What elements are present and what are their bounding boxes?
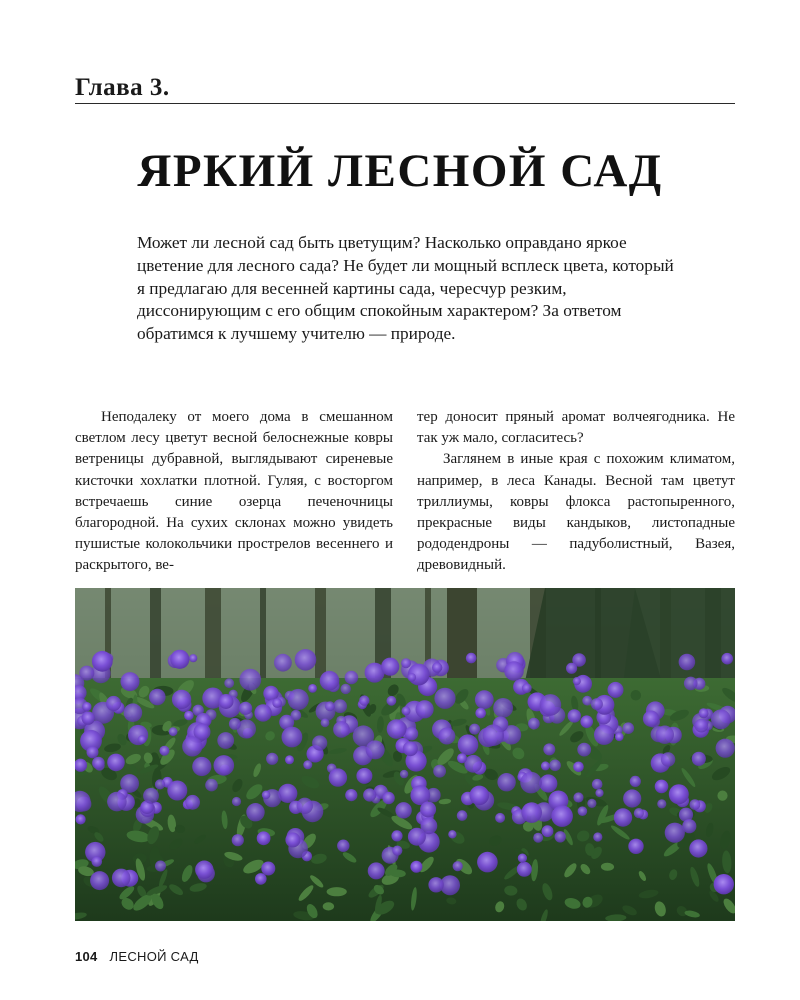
blossom [483, 724, 505, 746]
blossom [408, 828, 426, 846]
blossom [285, 832, 300, 847]
blossom [138, 735, 147, 744]
blossom [410, 861, 422, 873]
leaf [327, 887, 347, 896]
blossom [82, 702, 91, 711]
body-paragraph: Заглянем в иные края с похожим климатом, например, в леса Канады. Весной там цветут триллиумы, ковры флокса растопыренного, прекрасные виды кандыков, листопадные рододендроны — падуболистный, Вазея, древовидный. [417, 451, 735, 574]
blossom [107, 792, 127, 812]
blossom [155, 861, 166, 872]
blossom [345, 671, 359, 685]
blossom [448, 830, 456, 838]
blossom [224, 678, 234, 688]
blossom [262, 791, 271, 800]
blossom [469, 724, 480, 735]
blossom [363, 788, 376, 801]
blossom [573, 792, 583, 802]
blossom [333, 721, 350, 738]
blossom [477, 852, 498, 873]
blossom [255, 873, 267, 885]
blossom [541, 761, 550, 770]
blossom [661, 752, 675, 766]
blossom [522, 683, 532, 693]
blossom [721, 653, 733, 665]
blossom [684, 677, 698, 691]
blossom [246, 803, 264, 821]
blossom [185, 795, 200, 810]
blossom [217, 732, 234, 749]
blossom [124, 703, 143, 722]
blossom [337, 840, 349, 852]
blossom [438, 728, 455, 745]
blossom [458, 734, 479, 755]
blossom [254, 704, 271, 721]
blossom [679, 654, 696, 671]
blossom [714, 874, 734, 894]
blossom [695, 719, 709, 733]
blossom [630, 776, 641, 787]
blossom [325, 701, 335, 711]
blossom [400, 770, 408, 778]
blossom [591, 698, 603, 710]
blossom [282, 727, 303, 748]
blossom [205, 779, 218, 792]
blossom [79, 666, 94, 681]
blossom [368, 862, 385, 879]
blossom [214, 755, 235, 776]
blossom [495, 813, 505, 823]
blossom [416, 700, 434, 718]
blossom [457, 810, 468, 821]
body-column-left [75, 407, 393, 577]
blossom [232, 797, 241, 806]
blossom [387, 719, 407, 739]
blossom [433, 765, 446, 778]
leaf [323, 902, 334, 910]
blossom [274, 654, 292, 672]
running-title: ЛЕСНОЙ САД [109, 949, 199, 964]
lead-paragraph: Может ли лесной сад быть цветущим? Насколько оправдано яркое цветение для лесного сада? Не будет ли мощный всплеск цвета, который я предлагаю для весенней картины сада, чересчур резким, диссонирующим с его общим спокойным характером? За ответом обратимся к лучшему учителю — природе. [137, 233, 674, 344]
blossom [308, 684, 317, 693]
blossom [623, 789, 641, 807]
blossom [428, 877, 443, 892]
blossom [432, 662, 442, 672]
blossom [167, 781, 187, 801]
blossom [182, 736, 202, 756]
blossom [657, 799, 666, 808]
blossom [192, 757, 211, 776]
blossom [143, 788, 159, 804]
blossom [497, 773, 515, 791]
blossom [392, 846, 402, 856]
blossom [551, 805, 573, 827]
blossom [542, 825, 554, 837]
blossom [699, 708, 709, 718]
blossom [320, 671, 340, 691]
blossom [580, 715, 593, 728]
blossom [92, 757, 105, 770]
blossom [329, 768, 347, 786]
blossom [170, 650, 189, 669]
blossom [87, 746, 99, 758]
blossom [169, 727, 178, 736]
blossom [382, 792, 394, 804]
blossom [517, 862, 532, 877]
blossom [464, 755, 482, 773]
blossom [239, 702, 252, 715]
blossom [518, 854, 527, 863]
blossom [366, 740, 385, 759]
blossom [656, 726, 674, 744]
blossom [189, 654, 197, 662]
blossom [295, 649, 317, 671]
blossom [106, 696, 121, 711]
blossom [716, 739, 735, 758]
blossom [239, 669, 261, 691]
blossom [76, 814, 86, 824]
blossom [573, 677, 581, 685]
page-footer [75, 949, 199, 964]
blossom [711, 709, 731, 729]
blossom [420, 801, 436, 817]
blossom [408, 673, 417, 682]
blossom [401, 658, 411, 668]
rhododendron-photo [75, 588, 735, 921]
blossom [232, 834, 244, 846]
blossom [594, 725, 614, 745]
blossom [405, 727, 419, 741]
blossom [628, 839, 643, 854]
blossom [92, 651, 113, 672]
blossom [261, 862, 275, 876]
blossom [285, 755, 294, 764]
blossom [321, 718, 330, 727]
blossom [312, 735, 327, 750]
blossom [655, 780, 669, 794]
blossom [149, 689, 166, 706]
blossom [578, 806, 588, 816]
blossom [341, 684, 351, 694]
blossom [689, 839, 707, 857]
page-number: 104 [75, 949, 98, 964]
blossom [434, 688, 455, 709]
blossom [184, 711, 194, 721]
blossom [345, 789, 357, 801]
blossom [195, 861, 213, 879]
blossom [577, 743, 591, 757]
blossom [614, 808, 632, 826]
blossom [521, 802, 542, 823]
blossom [643, 711, 659, 727]
chapter-label: Глава 3. [75, 74, 170, 101]
blossom [297, 798, 313, 814]
blossom [470, 786, 490, 806]
blossom [665, 823, 685, 843]
blossom [219, 694, 234, 709]
blossom [272, 698, 282, 708]
blossom [92, 856, 103, 867]
blossom [403, 741, 418, 756]
blossom [155, 779, 165, 789]
blossom [520, 772, 542, 794]
blossom [453, 861, 463, 871]
blossom [291, 710, 302, 721]
blossom [528, 718, 540, 730]
blossom [266, 753, 278, 765]
blossom [549, 760, 561, 772]
blossom [533, 833, 543, 843]
blossom [391, 830, 402, 841]
blossom [669, 784, 689, 804]
blossom [608, 682, 624, 698]
blossom [107, 754, 125, 772]
blossom [229, 718, 241, 730]
blossom [466, 653, 477, 664]
blossom [356, 768, 372, 784]
blossom [582, 696, 592, 706]
blossom [504, 661, 524, 681]
body-paragraph: Неподалеку от моего дома в смешанном светлом лесу цветут весной белоснежные ковры ветреницы дубравной, выглядывают сиреневые кисточки хохлатки плотной. Гуляя, с восторгом встречаешь синие озерца печеночницы благородной. На сухих склонах можно увидеть пушистые колокольчики прострелов весеннего и раскрытого, ве- [75, 409, 393, 574]
blossom [159, 746, 169, 756]
blossom [595, 789, 603, 797]
blossom [539, 774, 557, 792]
blossom [540, 694, 562, 716]
blossom [592, 779, 603, 790]
blossom [475, 708, 486, 719]
blossom [387, 696, 397, 706]
blossom [121, 672, 140, 691]
blossom [623, 722, 635, 734]
blossom [566, 663, 577, 674]
blossom [543, 743, 555, 755]
blossom [257, 831, 271, 845]
page-title: ЯРКИЙ ЛЕСНОЙ САД [137, 145, 663, 197]
blossom [692, 752, 706, 766]
blossom [112, 869, 131, 888]
blossom [634, 808, 644, 818]
chapter-divider [75, 103, 735, 104]
blossom [172, 690, 191, 709]
blossom [690, 799, 701, 810]
blossom [573, 762, 584, 773]
blossom [568, 709, 581, 722]
blossom [381, 658, 399, 676]
blossom [457, 753, 467, 763]
blossom [359, 695, 369, 705]
blossom [402, 706, 411, 715]
blossom [82, 711, 95, 724]
blossom [288, 689, 309, 710]
blossom [475, 690, 494, 709]
body-paragraph: тер доносит пряный аромат волчеягодника. Не так уж мало, согласитесь? [417, 409, 735, 447]
blossom [587, 799, 596, 808]
blossom [395, 802, 411, 818]
blossom [493, 698, 513, 718]
blossom [615, 733, 624, 742]
blossom [90, 871, 109, 890]
blossom [303, 760, 312, 769]
blossom [593, 832, 602, 841]
blossom [555, 831, 566, 842]
body-column-right [417, 407, 735, 577]
